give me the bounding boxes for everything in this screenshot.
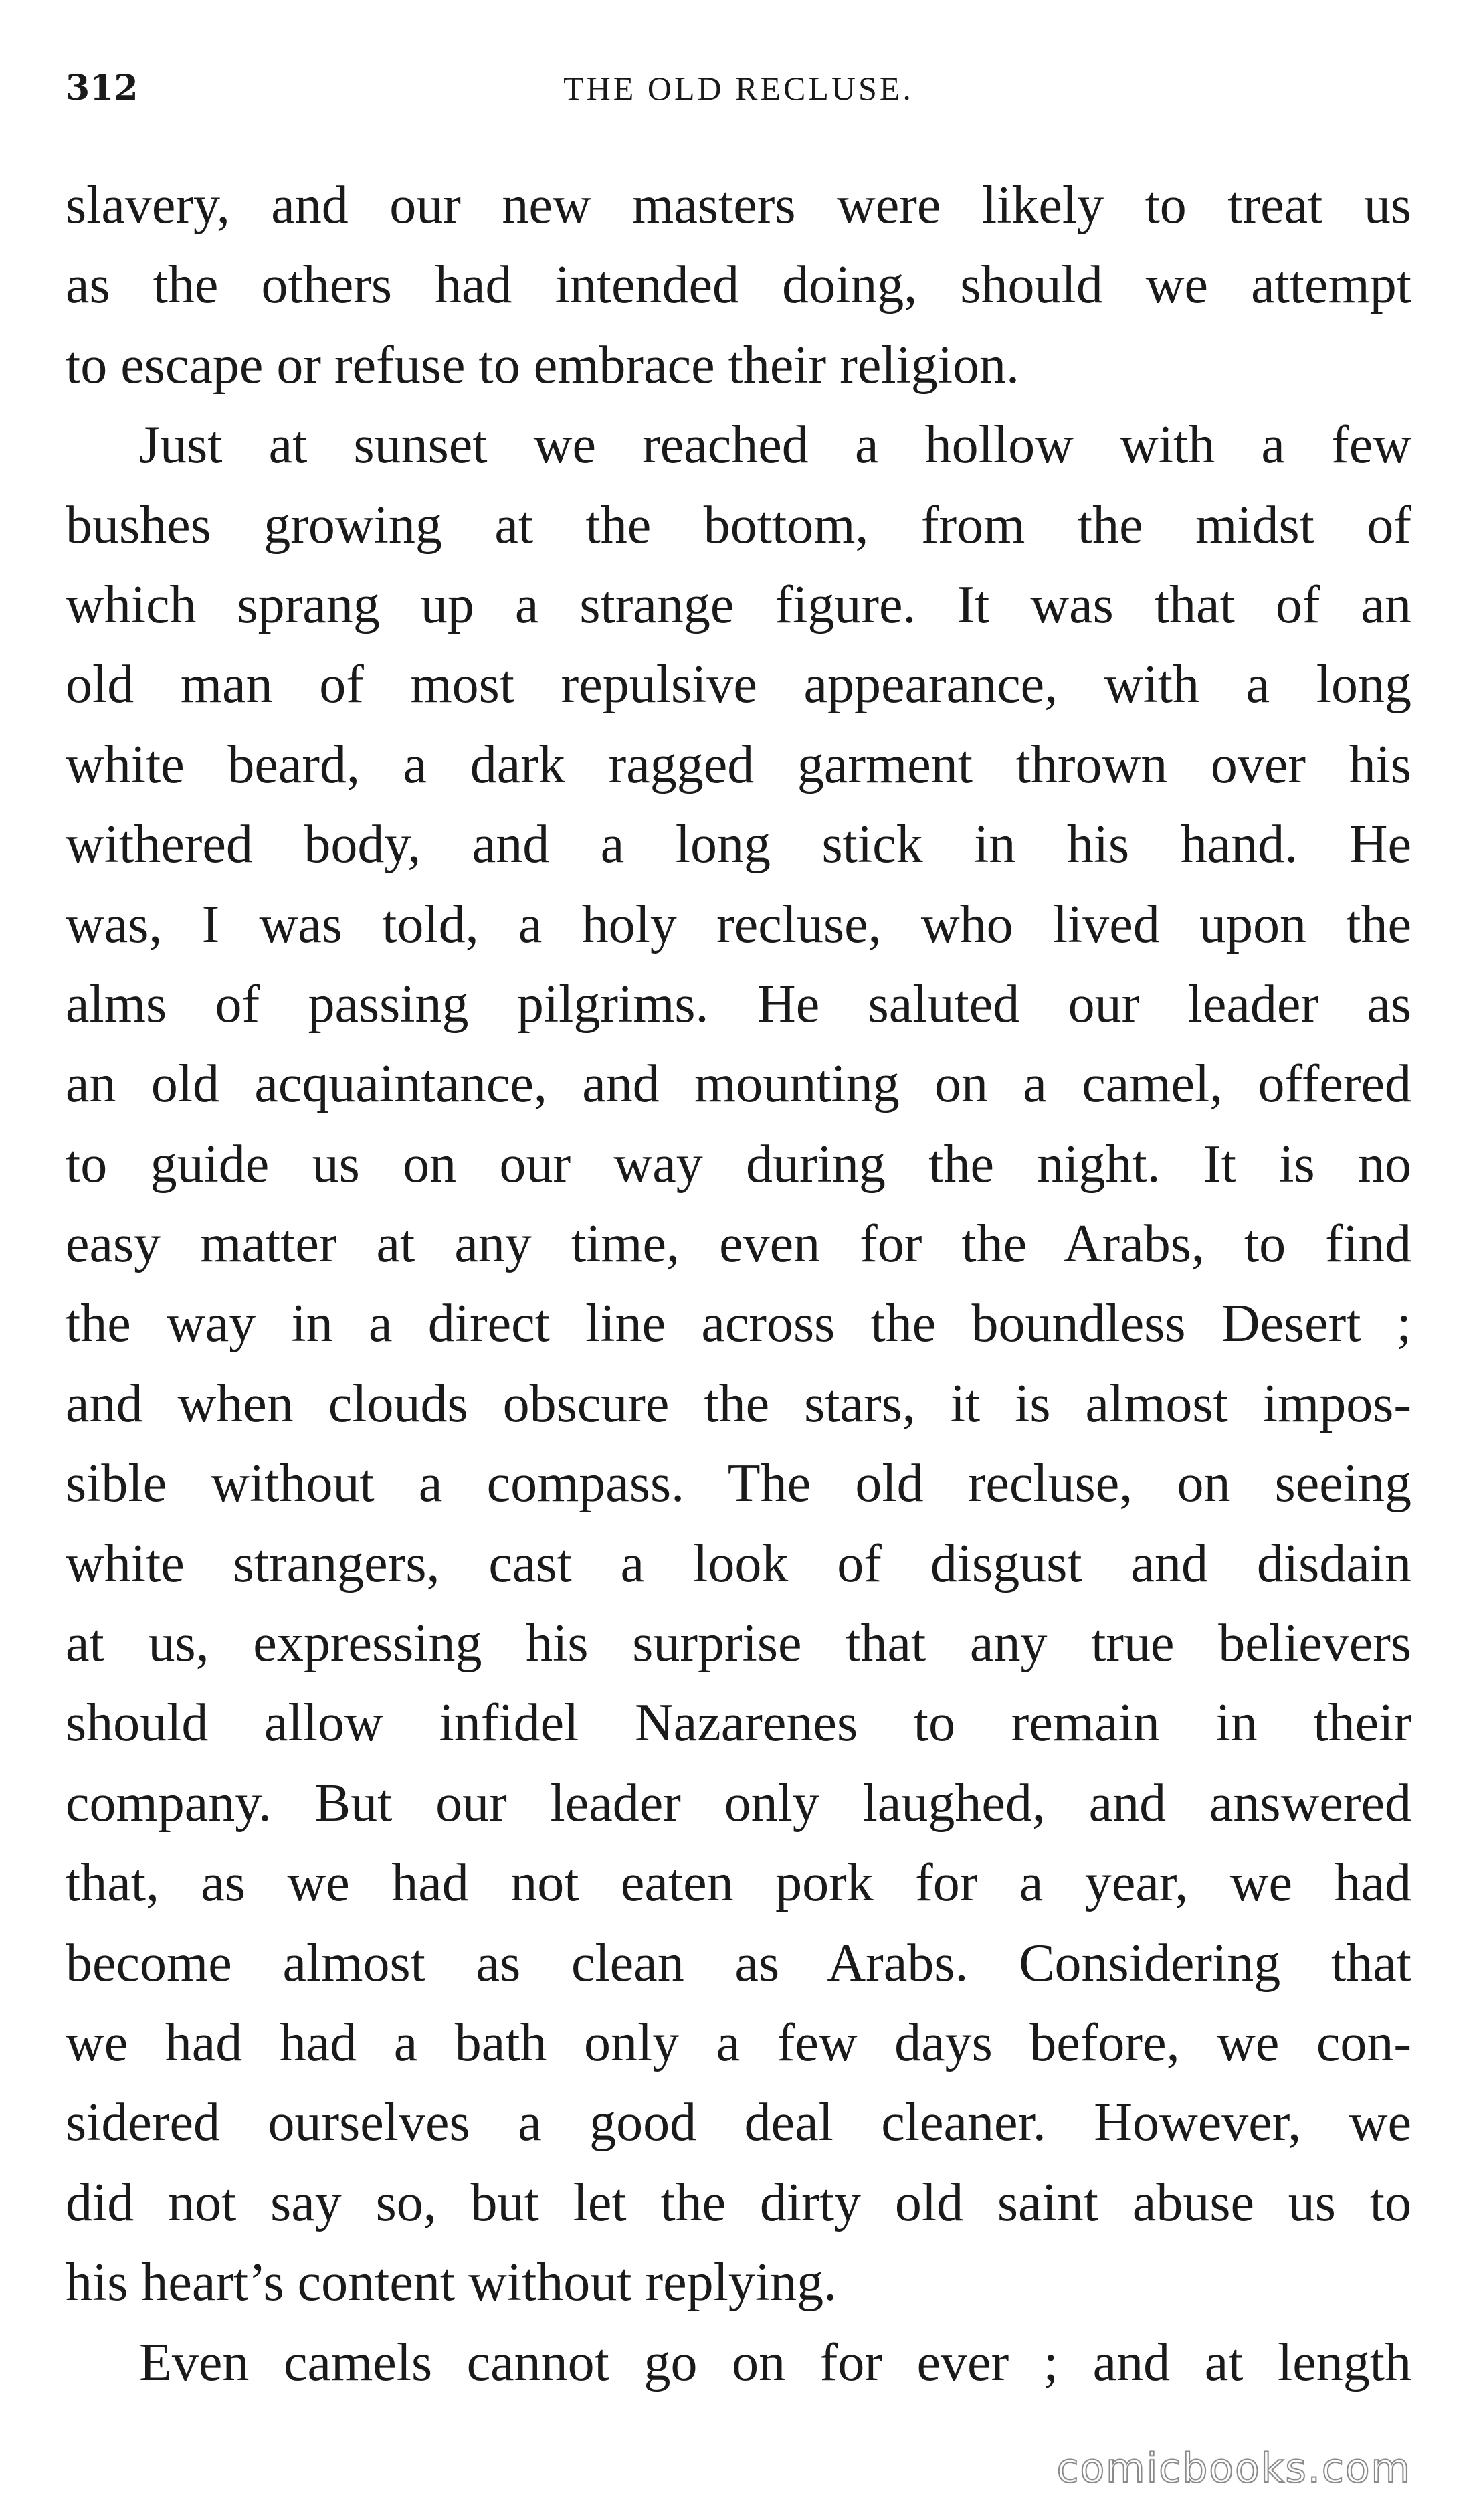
text-line: white strangers, cast a look of disgust and disdain: [66, 1534, 1411, 1593]
text-line: alms of passing pilgrims. He saluted our leader as: [66, 974, 1411, 1034]
text-line: to guide us on our way during the night. It is no: [66, 1134, 1411, 1194]
text-line: company. But our leader only laughed, and answered: [66, 1773, 1411, 1833]
text-line: old man of most repulsive appearance, with a long: [66, 655, 1411, 715]
text-line: did not say so, but let the dirty old saint abuse us to: [66, 2173, 1411, 2232]
text-line: become almost as clean as Arabs. Considering that: [66, 1933, 1411, 1993]
text-line: that, as we had not eaten pork for a year, we had: [66, 1854, 1411, 1913]
page-number: 312: [66, 68, 138, 108]
text-line: white beard, a dark ragged garment thrown over his: [66, 735, 1411, 794]
text-line: slavery, and our new masters were likely to treat us: [66, 176, 1411, 235]
text-line: and when clouds obscure the stars, it is almost impos-: [66, 1374, 1411, 1433]
text-line: sidered ourselves a good deal cleaner. However, we: [66, 2093, 1411, 2153]
text-line: at us, expressing his surprise that any true believers: [66, 1614, 1411, 1674]
watermark: comicbooks.com: [1056, 2445, 1411, 2492]
text-line: we had had a bath only a few days before, we con-: [66, 2013, 1411, 2072]
text-line: withered body, and a long stick in his hand. He: [66, 815, 1411, 875]
text-line: was, I was told, a holy recluse, who lived upon the: [66, 895, 1411, 954]
text-line: easy matter at any time, even for the Arabs, to find: [66, 1214, 1411, 1274]
text-line: to escape or refuse to embrace their religion.: [66, 335, 1020, 395]
text-line: Even camels cannot go on for ever ; and at length: [139, 2333, 1411, 2392]
text-line: as the others had intended doing, should we attempt: [66, 256, 1411, 315]
text-line: which sprang up a strange figure. It was that of an: [66, 575, 1411, 634]
text-line: his heart’s content without replying.: [66, 2253, 838, 2313]
text-line: an old acquaintance, and mounting on a camel, offered: [66, 1055, 1411, 1114]
text-line: the way in a direct line across the boundless Desert ;: [66, 1294, 1411, 1354]
page-header: [66, 62, 1411, 115]
text-line: should allow infidel Nazarenes to remain in their: [66, 1694, 1411, 1753]
body-text: [66, 166, 1411, 2403]
text-line: Just at sunset we reached a hollow with a few: [139, 416, 1411, 475]
text-line: sible without a compass. The old recluse, on seeing: [66, 1454, 1411, 1514]
running-head: THE OLD RECLUSE.: [563, 70, 914, 107]
text-line: bushes growing at the bottom, from the midst of: [66, 495, 1411, 555]
